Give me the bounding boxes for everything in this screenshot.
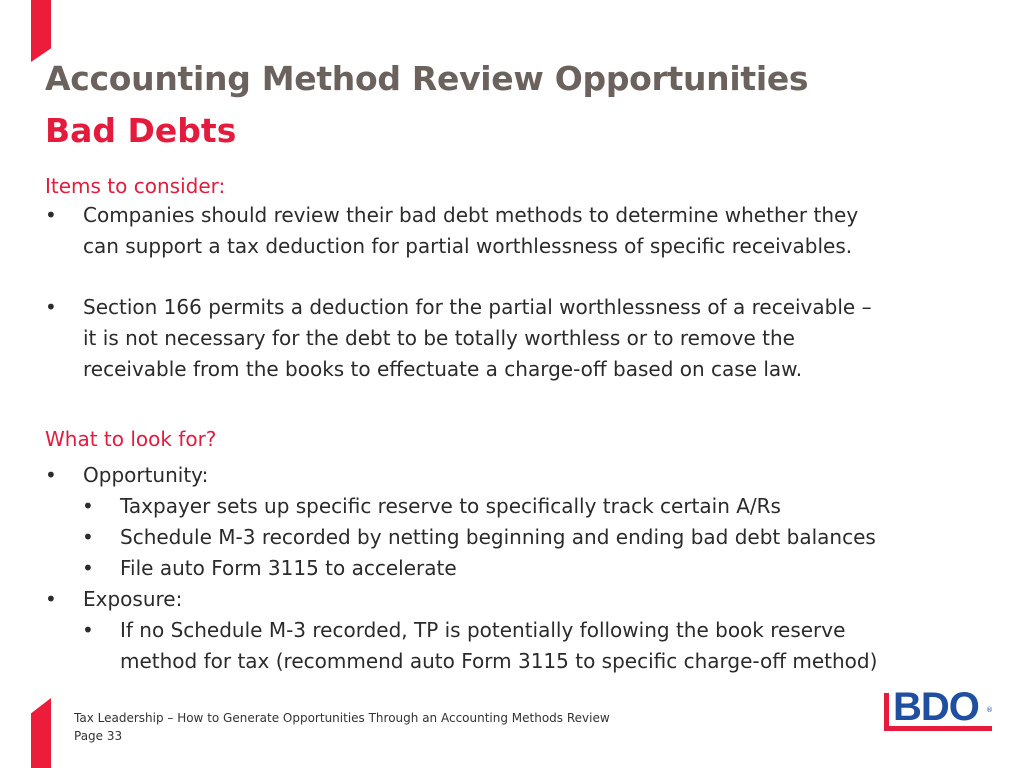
list-item-exposure bbox=[45, 584, 1005, 615]
page-number: Page 33 bbox=[74, 729, 123, 743]
list-item bbox=[82, 553, 1012, 584]
footer-caption: Tax Leadership – How to Generate Opportunities Through an Accounting Methods Review bbox=[74, 711, 610, 725]
list-item bbox=[82, 491, 1012, 522]
list-item bbox=[45, 200, 1005, 262]
bullet-label: Exposure: bbox=[83, 587, 183, 611]
bullet-line: Schedule M-3 recorded by netting beginning and ending bad debt balances bbox=[120, 525, 876, 549]
bullet-line: can support a tax deduction for partial worthlessness of specific receivables. bbox=[83, 234, 853, 258]
bullet-marker: • bbox=[82, 556, 94, 580]
list-item-opportunity bbox=[45, 460, 1005, 491]
bullet-line: Companies should review their bad debt methods to determine whether they bbox=[83, 203, 859, 227]
bdo-logo bbox=[884, 685, 994, 734]
slide-subtitle: Bad Debts bbox=[45, 111, 237, 150]
bullet-marker: • bbox=[45, 295, 57, 319]
bullet-line: Section 166 permits a deduction for the partial worthlessness of a receivable – bbox=[83, 295, 872, 319]
bullet-marker: • bbox=[82, 525, 94, 549]
bullet-marker: • bbox=[45, 587, 57, 611]
bullet-marker: • bbox=[45, 203, 57, 227]
logo-text: BDO bbox=[893, 685, 979, 729]
slide-title: Accounting Method Review Opportunities bbox=[45, 59, 809, 98]
items-to-consider-heading: Items to consider: bbox=[45, 174, 226, 198]
list-item bbox=[82, 615, 1012, 677]
bullet-line: receivable from the books to effectuate a charge-off based on case law. bbox=[83, 357, 803, 381]
what-to-look-for-heading: What to look for? bbox=[45, 427, 217, 451]
list-item bbox=[82, 522, 1012, 553]
bullet-line: If no Schedule M-3 recorded, TP is potentially following the book reserve bbox=[120, 618, 846, 642]
bullet-marker: • bbox=[45, 463, 57, 487]
list-item bbox=[45, 292, 1005, 385]
bullet-label: Opportunity: bbox=[83, 463, 209, 487]
bullet-line: Taxpayer sets up specific reserve to specifically track certain A/Rs bbox=[120, 494, 781, 518]
top-accent-bar bbox=[31, 0, 51, 62]
bullet-marker: • bbox=[82, 494, 94, 518]
logo-registered-mark: ® bbox=[986, 706, 993, 714]
bullet-marker: • bbox=[82, 618, 94, 642]
bottom-accent-bar bbox=[31, 698, 51, 768]
bullet-line: method for tax (recommend auto Form 3115 to specific charge-off method) bbox=[120, 649, 878, 673]
bullet-line: File auto Form 3115 to accelerate bbox=[120, 556, 457, 580]
bullet-line: it is not necessary for the debt to be totally worthless or to remove the bbox=[83, 326, 795, 350]
